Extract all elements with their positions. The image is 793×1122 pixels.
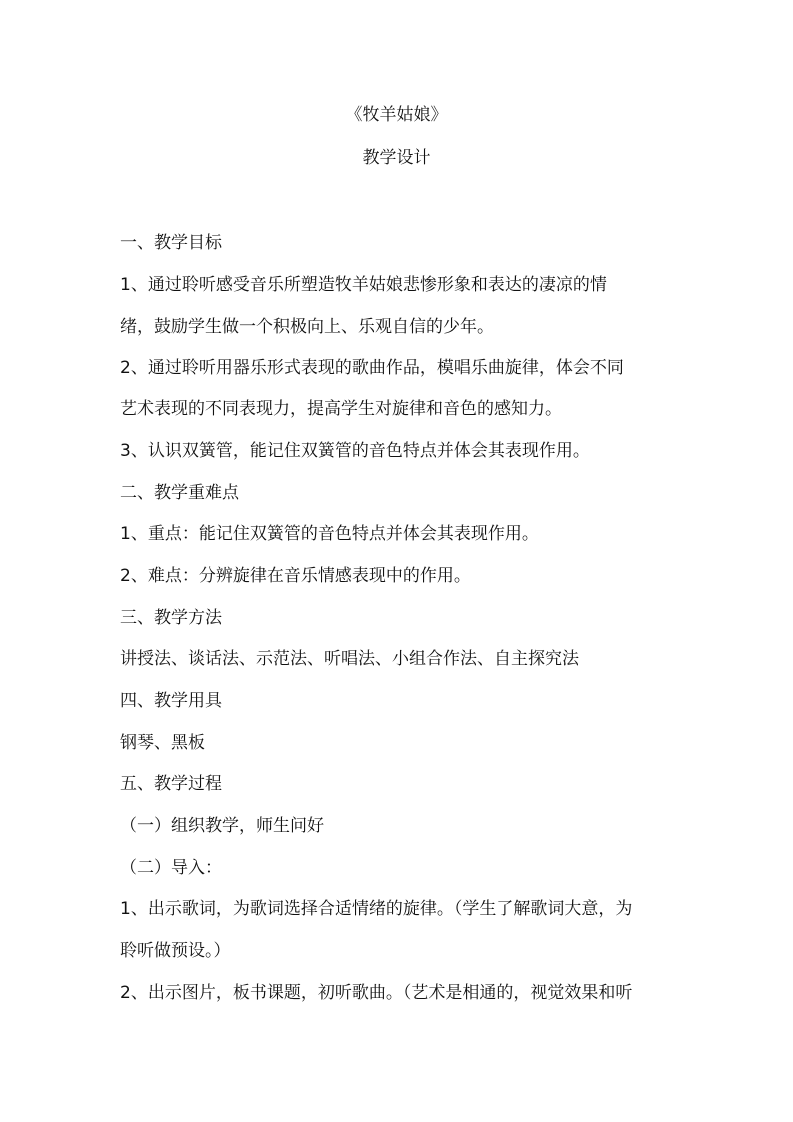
body-line-12: 钢琴、黑板: [120, 733, 205, 753]
body-line-10: 讲授法、谈话法、示范法、听唱法、小组合作法、自主探究法: [120, 649, 579, 669]
body-line-3: 2、通过聆听用器乐形式表现的歌曲作品，模唱乐曲旋律，体会不同: [120, 358, 624, 378]
section-heading-process: 五、教学过程: [120, 774, 222, 794]
body-line-17: 聆听做预设。）: [120, 941, 231, 961]
body-line-16: 1、出示歌词，为歌词选择合适情绪的旋律。（学生了解歌词大意，为: [120, 899, 633, 919]
body-line-18: 2、出示图片，板书课题，初听歌曲。（艺术是相通的，视觉效果和听: [120, 983, 633, 1003]
section-heading-methods: 三、教学方法: [120, 608, 222, 628]
document-title: 《牧羊姑娘》: [345, 105, 448, 125]
body-line-15: （二）导入：: [120, 858, 222, 878]
body-line-14: （一）组织教学，师生问好: [120, 816, 324, 836]
body-line-5: 3、认识双簧管，能记住双簧管的音色特点并体会其表现作用。: [120, 441, 590, 461]
body-line-1: 1、通过聆听感受音乐所塑造牧羊姑娘悲惨形象和表达的凄凉的情: [120, 275, 607, 295]
section-heading-key-points: 二、教学重难点: [120, 483, 239, 503]
document-subtitle: 教学设计: [362, 148, 431, 168]
body-line-8: 2、难点：分辨旋律在音乐情感表现中的作用。: [120, 566, 471, 586]
body-line-7: 1、重点：能记住双簧管的音色特点并体会其表现作用。: [120, 524, 539, 544]
body-line-2: 绪，鼓励学生做一个积极向上、乐观自信的少年。: [120, 317, 494, 337]
section-heading-objectives: 一、教学目标: [120, 233, 222, 253]
body-line-4: 艺术表现的不同表现力，提高学生对旋律和音色的感知力。: [120, 399, 562, 419]
section-heading-tools: 四、教学用具: [120, 691, 222, 711]
